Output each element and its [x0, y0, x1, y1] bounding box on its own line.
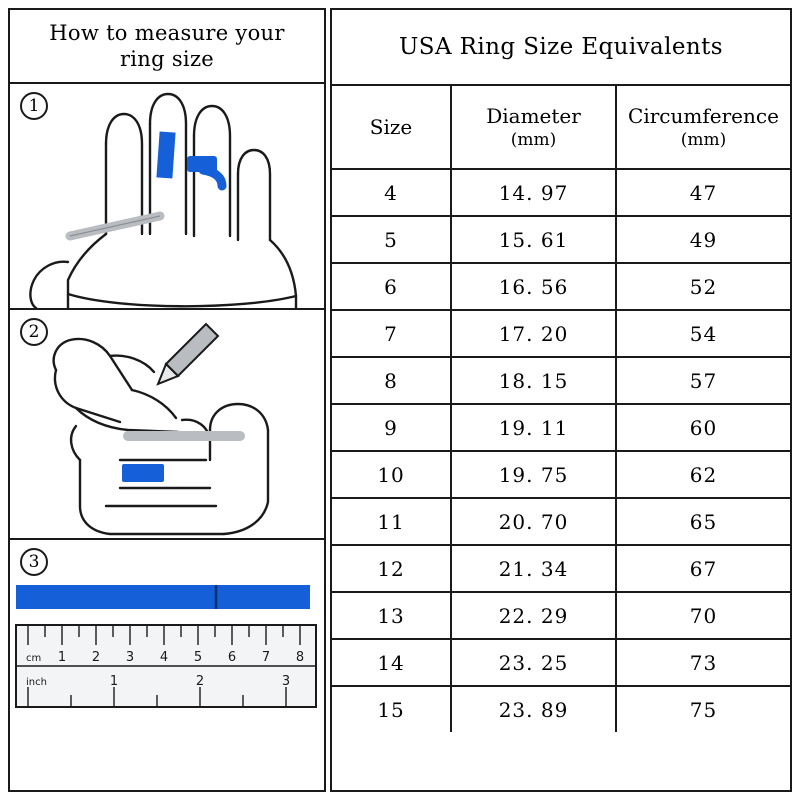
table-row [332, 216, 790, 263]
svg-text:5: 5 [193, 650, 203, 665]
table-row [332, 169, 790, 216]
table-row [332, 545, 790, 592]
cell-size: 8 [332, 357, 451, 404]
table-row [332, 357, 790, 404]
svg-text:inch: inch [26, 677, 47, 688]
cell-diameter: 22. 29 [451, 592, 616, 639]
cell-size: 12 [332, 545, 451, 592]
cell-circumference: 67 [616, 545, 790, 592]
size-table-panel [330, 8, 792, 792]
svg-text:6: 6 [227, 650, 237, 665]
cell-size: 5 [332, 216, 451, 263]
table-row [332, 310, 790, 357]
cell-circumference: 70 [616, 592, 790, 639]
cell-diameter: 16. 56 [451, 263, 616, 310]
table-row [332, 639, 790, 686]
svg-text:cm: cm [26, 653, 42, 664]
cell-circumference: 75 [616, 686, 790, 732]
cell-size: 4 [332, 169, 451, 216]
table-row [332, 498, 790, 545]
cell-size: 15 [332, 686, 451, 732]
column-header-diameter: Diameter (mm) [451, 85, 616, 169]
svg-text:1: 1 [109, 674, 119, 689]
ring-size-table [332, 84, 790, 732]
cell-size: 6 [332, 263, 451, 310]
cell-diameter: 19. 11 [451, 404, 616, 451]
table-row [332, 451, 790, 498]
cell-diameter: 23. 25 [451, 639, 616, 686]
cell-circumference: 73 [616, 639, 790, 686]
size-table-title: USA Ring Size Equivalents [399, 34, 723, 60]
step-2-number: 2 [20, 318, 48, 346]
table-row [332, 592, 790, 639]
hand-marking-strip-icon [10, 310, 324, 538]
svg-text:3: 3 [125, 650, 135, 665]
cell-diameter: 23. 89 [451, 686, 616, 732]
step-3 [10, 540, 324, 790]
cell-circumference: 54 [616, 310, 790, 357]
cell-size: 14 [332, 639, 451, 686]
svg-text:1: 1 [57, 650, 67, 665]
cell-size: 7 [332, 310, 451, 357]
cell-diameter: 14. 97 [451, 169, 616, 216]
cell-size: 10 [332, 451, 451, 498]
cell-circumference: 60 [616, 404, 790, 451]
ruler-measuring-strip-icon [10, 540, 324, 790]
cell-circumference: 49 [616, 216, 790, 263]
cell-diameter: 20. 70 [451, 498, 616, 545]
cell-size: 11 [332, 498, 451, 545]
how-to-measure-title: How to measure your ring size [10, 10, 324, 84]
svg-text:7: 7 [261, 650, 271, 665]
cell-diameter: 17. 20 [451, 310, 616, 357]
table-row [332, 263, 790, 310]
svg-text:4: 4 [159, 650, 169, 665]
cell-circumference: 65 [616, 498, 790, 545]
step-1-number: 1 [20, 92, 48, 120]
svg-text:3: 3 [281, 674, 291, 689]
column-header-circumference: Circumference (mm) [616, 85, 790, 169]
cell-size: 9 [332, 404, 451, 451]
step-3-number: 3 [20, 548, 48, 576]
cell-circumference: 57 [616, 357, 790, 404]
cell-circumference: 52 [616, 263, 790, 310]
cell-diameter: 19. 75 [451, 451, 616, 498]
svg-text:8: 8 [295, 650, 305, 665]
table-header-row [332, 85, 790, 169]
svg-text:2: 2 [195, 674, 205, 689]
cell-diameter: 21. 34 [451, 545, 616, 592]
cell-diameter: 15. 61 [451, 216, 616, 263]
table-row [332, 404, 790, 451]
table-row [332, 686, 790, 732]
svg-text:2: 2 [91, 650, 101, 665]
step-1 [10, 84, 324, 310]
how-to-measure-panel [8, 8, 326, 792]
step-2 [10, 310, 324, 540]
hand-with-paper-strip-icon [10, 84, 324, 308]
cell-circumference: 62 [616, 451, 790, 498]
cell-size: 13 [332, 592, 451, 639]
cell-circumference: 47 [616, 169, 790, 216]
cell-diameter: 18. 15 [451, 357, 616, 404]
column-header-size: Size [332, 85, 451, 169]
